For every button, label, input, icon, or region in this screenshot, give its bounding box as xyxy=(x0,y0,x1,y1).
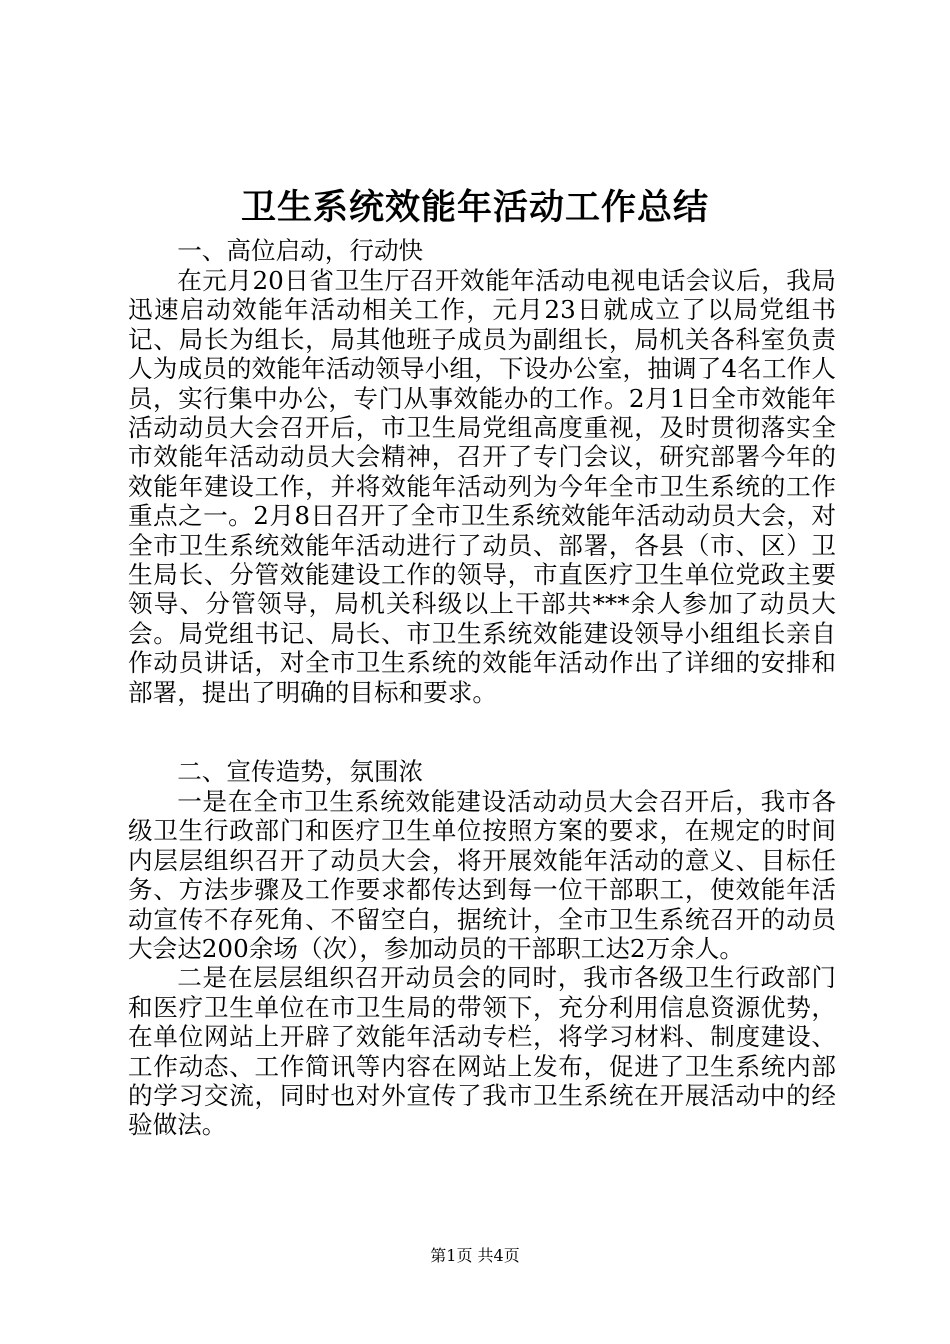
section-1-paragraph: 在元月20日省卫生厅召开效能年活动电视电话会议后，我局迅速启动效能年活动相关工作，元月23日就成立了以局党组书记、局长为组长，局其他班子成员为副组长，局机关各科室负责人为成员的效能年活动领导小组，下设办公室，抽调了4名工作人员，实行集中办公，专门从事效能办的工作。2月1日全市效能年活动动员大会召开后，市卫生局党组高度重视，及时贯彻落实全市效能年活动动员大会精神，召开了专门会议，研究部署今年的效能年建设工作，并将效能年活动列为今年全市卫生系统的工作重点之一。2月8日召开了全市卫生系统效能年活动动员大会，对全市卫生系统效能年活动进行了动员、部署，各县（市、区）卫生局长、分管效能建设工作的领导，市直医疗卫生单位党政主要领导、分管领导，局机关科级以上干部共***余人参加了动员大会。局党组书记、局长、市卫生系统效能建设领导小组组长亲自作动员讲话，对全市卫生系统的效能年活动作出了详细的安排和部署，提出了明确的目标和要求。 xyxy=(128,266,836,707)
section-2-heading: 二、宣传造势，氛围浓 xyxy=(177,757,424,786)
section-2-paragraph-1: 一是在全市卫生系统效能建设活动动员大会召开后，我市各级卫生行政部门和医疗卫生单位按照方案的要求，在规定的时间内层层组织召开了动员大会，将开展效能年活动的意义、目标任务、方法步骤及工作要求都传达到每一位干部职工，使效能年活动宣传不存死角、不留空白，据统计，全市卫生系统召开的动员大会达200余场（次），参加动员的干部职工达2万余人。 xyxy=(128,787,836,964)
section-2-paragraph-2: 二是在层层组织召开动员会的同时，我市各级卫生行政部门和医疗卫生单位在市卫生局的带领下，充分利用信息资源优势，在单位网站上开辟了效能年活动专栏，将学习材料、制度建设、工作动态、工作简讯等内容在网站上发布，促进了卫生系统内部的学习交流，同时也对外宣传了我市卫生系统在开展活动中的经验做法。 xyxy=(128,963,836,1140)
section-1-heading: 一、高位启动，行动快 xyxy=(177,236,424,265)
section-1-body xyxy=(128,266,836,707)
section-2-body xyxy=(128,787,836,1140)
document-title: 卫生系统效能年活动工作总结 xyxy=(240,187,709,228)
page-footer: 第1页 共4页 xyxy=(430,1246,520,1265)
